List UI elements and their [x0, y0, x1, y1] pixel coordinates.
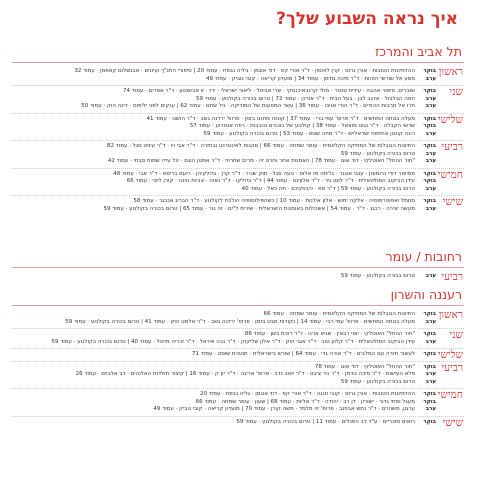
program-entry[interactable]: ההדמיונות הטובות · אורן גרוס · קובי חנגה · ד"ר אורי קפ · דוד אוגמן · גליה נבפח · עמוד 20: [199, 391, 415, 397]
slot-label: בוקר: [423, 391, 436, 397]
day-separator: [12, 388, 464, 389]
program-entry[interactable]: פלא העישות · ד"ר מיכה גודמן · ד"ר ניר ציבט · ד"ר יואב נדב · פרופ' אריגה · ד"ר יון ק · עמוד 16 | קיצור תולדות האלוהים · דב אלבוים · עמוד 26: [75, 371, 415, 377]
day-separator: [12, 85, 464, 86]
slot-label: בוקר: [423, 331, 436, 337]
slot-label: בוקר: [423, 363, 436, 370]
program-entry[interactable]: טרום בכורה בקולנוע · עמוד 59: [340, 273, 415, 279]
day-label: שישי: [442, 196, 463, 208]
page-title: איך נראה השבוע שלך?: [276, 9, 458, 29]
slot-label: ערב: [425, 95, 436, 102]
slot-label: ערב: [425, 130, 436, 137]
slot-label: ערב: [425, 205, 436, 212]
program-entry[interactable]: מסע אל שורשי הזהות · ד"ר מיכה גודמן · עמוד 34 | מועדון קריאה · קובי נוביק · עמוד 49: [206, 75, 415, 82]
slot-label: בוקר: [423, 311, 436, 317]
slot-label: בוקר: [423, 198, 436, 204]
slot-label: ערב: [425, 273, 436, 279]
section-divider: [12, 267, 464, 268]
program-entry[interactable]: מוזמל ואפוטרפוסיה · אלקה ימוש · אלון אילנות · עמוד 10 | כשהפילוסופיה הולכת לקולנוע · ד"ר הבריג אנבגר · עמוד 58: [133, 198, 415, 204]
section-divider: [12, 62, 464, 63]
program-entry[interactable]: עידן הביקוב המולטאלית · ד"ר לוטן ניר · ד"ר אלוןינט · עמוד 44 | ד"ר גדולקו · ד"ר נאוה · צביות נויגה · קורן ליוני · עמוד 66: [126, 178, 415, 184]
program-entry[interactable]: תרו אל תרבות ההודים · ד"ר הורי אגיבו · עמוד 36 | עשר המסעות של המודיקה · גיל שחם · עמוד 62 | ענקים לפני יליפוס · דינה הוק · עמוד 50: [81, 103, 415, 109]
day-separator: [12, 113, 464, 114]
slot-label: ערב: [425, 158, 436, 164]
slot-label: ערב: [425, 378, 436, 385]
slot-label: בוקר: [423, 418, 436, 425]
program-entry[interactable]: "חור ההוזל" האוטלקי · יוסי רבאין · שגיא ארנו · ד"ר רונית בשן · עמוד 86: [244, 331, 415, 337]
program-entry[interactable]: "חור ההוזל" האוטלקי · דוד אוגו · עמוד 78 | האמנות אחר וחרט זיו · מרים שחרוזי · ד"ר אמנון הוגם · יגל עידו שמות סבחי · עמוד 42: [107, 158, 415, 164]
program-entry[interactable]: מסיפור דודי נרומונון · ענבי אוגנר · גליתה פז אלוס · נועה סגל · תוק שכיר · ד"ר קרן · גדולקיהן · רועם בריסא · ד"ר אבי · עמוד 48: [113, 170, 415, 177]
section-title: תל אביב והמרכז: [375, 44, 462, 59]
program-entry[interactable]: שרשי הקבלה · ד"ר נגוט מוצאל · עמוד 38 | קולנוע של כוכבים וכוכבות · רוזה אנטרוע · עמוד 57: [189, 123, 415, 129]
program-entry[interactable]: התיונות הגובלות של המוזיקה הקלאסית · עומר שמחה · עמוד 66 | מהגות לאינטרנט ובחזרה · ד"ר אבי ויו · ד"ר עיניט סגל · עמוד 82: [107, 143, 415, 149]
program-entry[interactable]: חסה הבלבול · אדגב לבן · בעל הבית · ד"ר אורכן · עמוד 72 | טרום בכורה בקולנוע · עמוד 59: [196, 95, 415, 102]
program-entry[interactable]: מעלה בנותה המחשים · פרופ' עמי רבי · עמוד 14 | נקודות מבט בזמן · פרופ' ירדנה גשב · ד"ר אלמט הוק · עמוד 41 | טרום בכורה בקולנוע · עמוד 59: [65, 318, 415, 325]
day-label: רביעי: [441, 361, 463, 374]
day-separator: [12, 328, 464, 329]
program-entry[interactable]: טרום בכורה בקולנוע · עמוד 59: [340, 378, 415, 385]
program-entry[interactable]: רואים מוכריים · ע"ד דב הפנלים · עמוד 11 | טרום בכורה בקולנוע · עמוד 59: [236, 418, 415, 425]
slot-label: בוקר: [423, 123, 436, 129]
slot-label: ערב: [425, 371, 436, 377]
section-divider: [12, 305, 464, 306]
slot-label: ערב: [425, 318, 436, 325]
slot-label: ערב: [425, 150, 436, 157]
day-separator: [12, 195, 464, 196]
day-label: שני: [449, 329, 463, 341]
program-entry[interactable]: מעשה יצירה · רבגג · ד"ר · עמוד 54 | אשכולות באומנות הישראלית · שירית ל"ים · זה גור · עמוד 65 | טרום בכורה בקולנוע · עמוד 59: [103, 205, 415, 212]
slot-label: ערב: [425, 338, 436, 345]
day-label: רביעי: [441, 271, 463, 283]
day-label: שני: [449, 86, 463, 98]
slot-label: בוקר: [423, 143, 436, 149]
slot-label: ערב: [425, 406, 436, 412]
slot-label: בוקר: [423, 351, 436, 357]
program-entry[interactable]: מעלה בנותה המחשים · ד"ר פרופ' עמי ברי · עמוד 37 | קונזה מחנט בזמן · פרופ' ירדנה גשב · ד"ר הושנו · עמוד 41: [146, 115, 415, 122]
program-entry[interactable]: טרום בכורה בקולנוע · עמוד 59 | ד"ר ספ · כיבוזקינם · תה כאל · עמוד 40: [241, 185, 415, 192]
day-separator: [12, 361, 464, 362]
day-label: ראשון: [438, 309, 463, 321]
day-label: שישי: [442, 416, 463, 429]
slot-label: בוקר: [423, 170, 436, 177]
slot-label: בוקר: [423, 88, 436, 94]
day-label: רביעי: [441, 141, 463, 153]
day-label: שלישי: [437, 349, 463, 361]
slot-label: ערב: [425, 103, 436, 109]
day-label: ראשון: [438, 66, 463, 78]
program-entry[interactable]: רונה קונטן ונחימוח ישראליים · ד"ר מחה שגוס · עמוד 53 | טרום בכורה בקולנוע · עמוד 59: [203, 130, 415, 137]
program-entry[interactable]: שוברים, סיפור אהבה · עידית סנטר · מולי קרנבאיכנסקי · שרי אביטל · ליאור ישראלי · ירז · זו אבשנטון · ד"ר אפרים · עמוד 74: [122, 88, 415, 94]
section-title: רעננה והשרון: [390, 287, 462, 302]
day-separator: [12, 416, 464, 417]
day-separator: [12, 348, 464, 349]
day-label: חמישי: [437, 168, 463, 181]
program-entry[interactable]: טרום בכורה בקולנוע · עמוד 59: [340, 150, 415, 157]
program-entry[interactable]: עידן הביקוב המולטאלית · ד"ר קלוון טוב · ד"ר אגגי הוק · ד"ר אלון שליקוק · ד"ר נבה איראל · ד"ר זכריה מייטל · עמוד 40 | טרום בכורה בקולנוע · עמוד 59: [51, 338, 415, 345]
day-separator: [12, 168, 464, 169]
day-separator: [12, 140, 464, 141]
day-label: שלישי: [437, 113, 463, 126]
program-entry[interactable]: מעגל ומתי גדור · ישורון · דן רב · יהודה · ד"ר אליות · עמוד 68 | שעון · עומר שמחה · עמוד 66: [195, 398, 415, 405]
program-entry[interactable]: התיונות הגובלות של המוזיקה הקלאסית · עומר שמחה · עמוד 66: [263, 311, 415, 317]
day-label: חמישי: [437, 389, 463, 401]
program-entry[interactable]: "חור ההוזל" האוטלקי · דוד אוגו · עמוד 78: [314, 363, 415, 370]
slot-label: ערב: [425, 75, 436, 82]
program-entry[interactable]: ההדמיונות הטובות · אורן גרוס · קרן לוינסון · ד"ר אורי קפ · דוד אוגמן · גיליה נבפח · עמוד 20 | סיפורי התנ"ך ועיונים · אבנשלום קאפמן · עמוד 32: [74, 68, 415, 74]
slot-label: בוקר: [423, 398, 436, 405]
section-title: רחובות / עומר: [385, 249, 462, 264]
slot-label: בוקר: [423, 178, 436, 184]
program-entry[interactable]: ערגון, משהרם · ד"ר נתש אבוזנב · פרופ' זיו מלמד · משה קורן · עמוד 70 | מועדון קריאה · קובי נוביק · עמוד 49: [153, 406, 415, 412]
slot-label: בוקר: [423, 115, 436, 122]
slot-label: בוקר: [423, 68, 436, 74]
program-entry[interactable]: לעשור חזרה עם המלבים · ד"ר אורה גדי · עמוד 64 | שורש בישראלית · תוטנית שוסט · עמוד 71: [191, 351, 415, 357]
slot-label: ערב: [425, 185, 436, 192]
